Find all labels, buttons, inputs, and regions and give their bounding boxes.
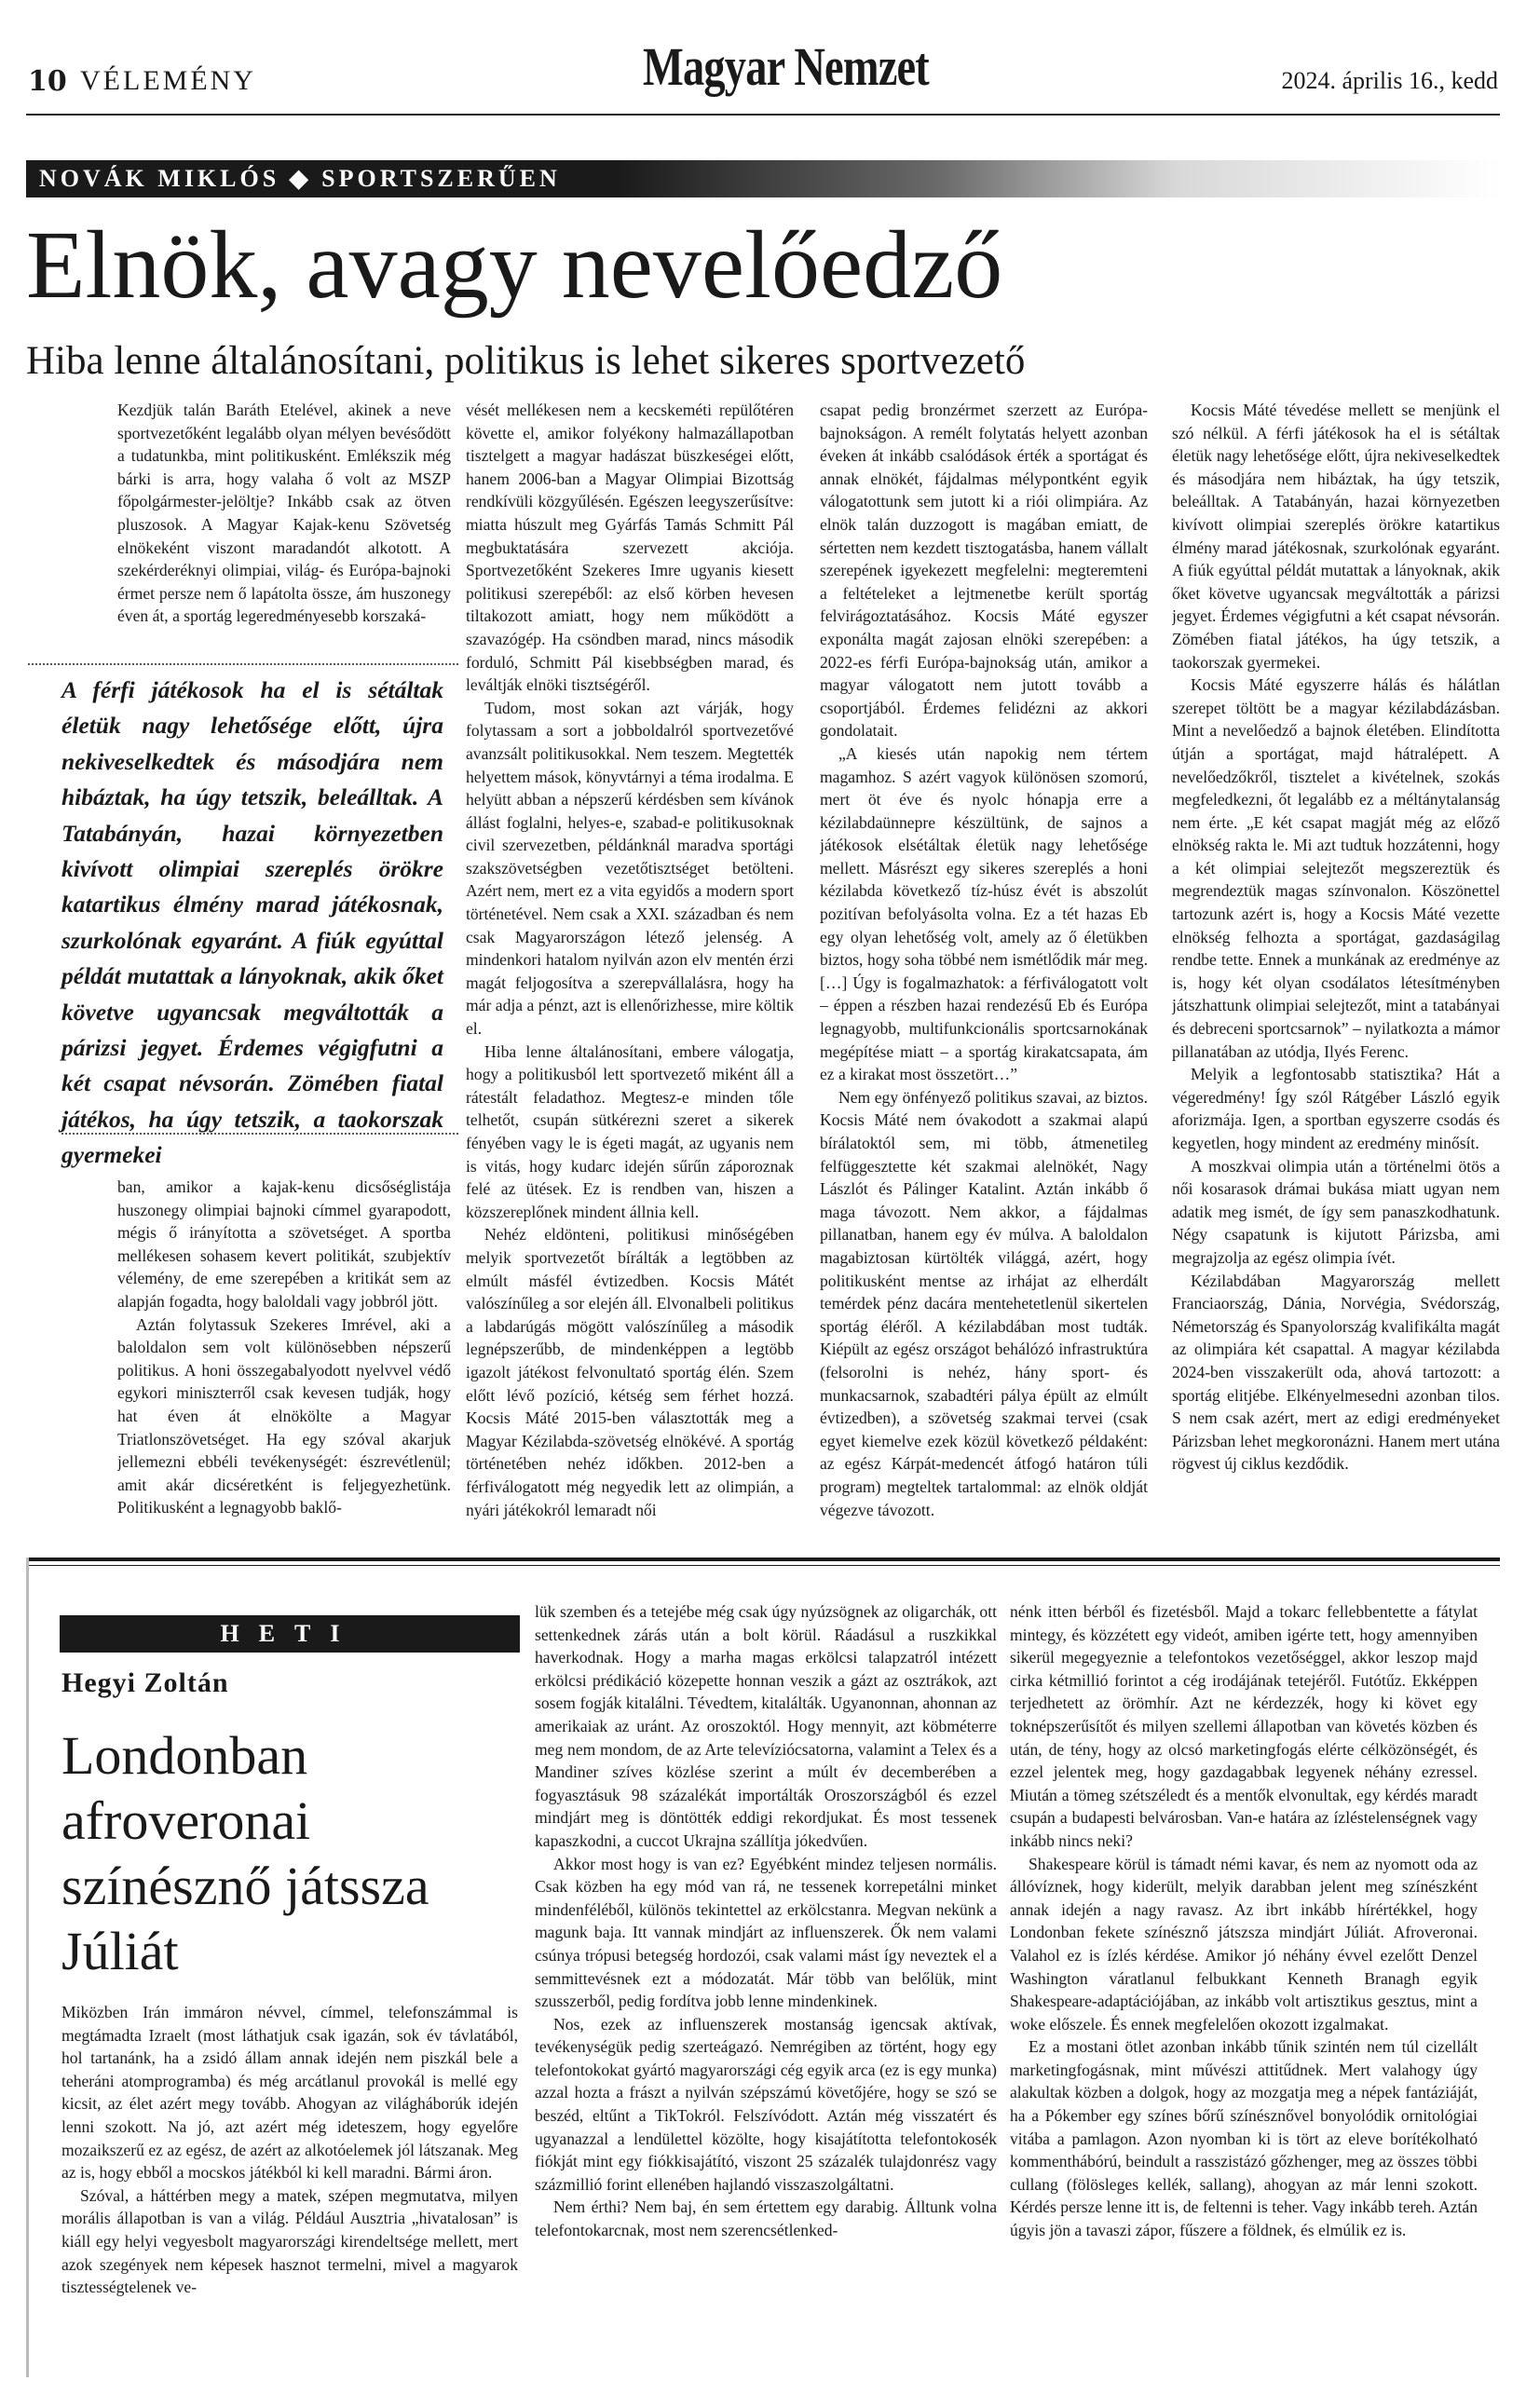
paragraph: nénk itten bérből és fizetésből. Majd a tokarc fellebbentette a fátylat mintegy, és közzétett egy videót, amiben igérte tett, hogy amennyiben sikerül megegyeznie a telefontokos vezetőséggel, akkor leszop majd cirka kétmillió forintot a cég irodájának tetejéről. Futótűz. Ekképpen terjedhetett az örömhír. Azt ne kérdezzék, hogy ki követ egy toknépszerűsítőt és milyen szellemi állapotban van követés közben és után, de tény, hogy az olcsó marketingfogás elérte célközönségét, és ezzel jelentek meg, hogy gazdagabbak legyenek néhány ezressel. Miután a tömeg szétszéledt és a mentők elvonultak, egy kérdés maradt csupán a budapesti belvárosban. Van-e határa az ízléstelenségnek vagy inkább nincs neki?: [1010, 1602, 1478, 1850]
feature-box-rule-thin: [26, 1565, 1500, 1566]
issue-date: 2024. április 16., kedd: [1281, 67, 1498, 94]
feature-box-rule: [26, 1558, 1500, 1561]
article-column-1-bottom: [117, 1176, 451, 1530]
paragraph: Nem egy önfényező politikus szavai, az biztos. Kocsis Máté nem óvakodott a szakmai alapú bírálatoktól sem, mi több, átmenetileg felfüggesztette két szakmai alelnökét, Nagy Lászlót és Pálinger Katalint. Aztán inkább ő maga távozott. Nem akkor, a fájdalmas pillanatban, hanem egy év múlva. A baloldalon magabiztosan kürtölték világgá, azért, hogy politikusként mentse az irhájat az elherdált temérdek pénz dacára mentehetetlenül sikertelen sportág éléről. A kézilabdában most tudták. Kiépült az egész országot behálózó infrastruktúra (felsorolni is nehéz, hány sport- és munkacsarnok, szabadtéri pálya épült az elmúlt évtizedben), a szövetség szakmai tervei (csak egyet kiemelve ezek közül következő példaként: az egész Kárpát-medencét átfogó határon túli program) megteltek tartalommal: az elnök oldját végezve távozott.: [820, 1087, 1148, 1519]
article-subheadline: Hiba lenne általánosítani, politikus is lehet sikeres sportvezető: [26, 339, 1026, 383]
column-label: HETI AGYRÉMEK: [139, 1620, 441, 1684]
paragraph: „A kiesés után napokig nem tértem magamhoz. S azért vagyok különösen szomorú, mert öt éve és nyolc hónapja erre a kézilabdaünnepre készültünk, de sajnos a játékosok elsétáltak életük nagy lehetősége mellett. Másrészt egy sikeres szereplés a honi kézilabda következő tíz-húsz évét is abszolút pozitívan befolyásolta volna. Ez a tét hazas Eb egy olyan lehetőség volt, amely az ő életükben biztos, hogy soha többé nem ismétlődik már meg. […] Úgy is fogalmazhatok: a férfiválogatott volt – éppen a részben hazai rendezésű Eb és Európa legnagyobb, multifunkcionális sportcsarnokának megépítése miatt – a sportág kirakatcsapata, ám ez a kirakat most összetört…”: [820, 743, 1148, 1084]
paragraph: lük szemben és a tetejébe még csak úgy nyúzsögnek az oligarchák, ott settenkednek zárás után a bolt körül. Ráadásul a ruszkikkal haverkodnak. Hogy a marha magas erkölcsi talapzatról intézett erkölcsi prédikáció közepette honnan veszik a gázt az osztrákok, azt sosem fogják kitalálni. Tévedtem, kitalálták. Ugyanonnan, ahonnan az amerikaiak az uránt. Az oroszoktól. Hogy mennyit, azt köbméterre meg nem mondom, de az Arte televíziócsatorna, valamint a Telex és a Mandiner szíves közlése szerint a múlt év decemberében a fogyasztásuk 98 százalékát importálták Oroszországból és ezzel mindjárt meg is döntötték eddigi rekordjukat. És most tessenek kapaszkodni, a cuccot Ukrajna szállítja jókedvűen.: [535, 1602, 997, 1850]
page-number: 10: [28, 65, 67, 98]
paragraph: Nos, ezek az influenszerek mostanság igencsak aktívak, tevékenységük pedig szerteágazó. Nemrégiben az történt, hogy egy telefontokokat gyártó magyarországi cég egyik arca (ez is egy munka) azzal hozta a frászt a nyilván szépszámú követőjére, hogy se szó se beszéd, eltűnt a TikTokról. Felszívódott. Aztán még visszatért és ugyanazzal a lendülettel közölte, hogy kisajátította telefontokosék fiókját mint egy fiókkisajátító, viszont 25 százalék tulajdonrész vagy százmillió forint ellenében hajlandó visszaszolgáltatni.: [535, 2014, 997, 2194]
feature-box-left-border: [26, 1558, 29, 2377]
paragraph: csapat pedig bronzérmet szerzett az Európa-bajnokságon. A remélt folytatás helyett azonban éveken át inkább csalódások érték a sportágat és annak elnökét, fájdalmas mélypontként egyik válogatottunk sem jutott ki a riói olimpiára. Az elnök talán duzzogott is magában emiatt, de sértetten nem kezdett tisztogatásba, hanem vállalt szerepének igyekezett megfelelni: megteremteni a feltételeket a lejtmenetbe került sportág felvirágoztatásához. Kocsis Máté egyszer exponálta magát zajosan elnöki szerepében: a 2022-es férfi Európa-bajnokság után, amikor a magyar válogatott nem jutott tovább a csoportjából. Érdemes felidézni az akkori gondolatait.: [820, 401, 1148, 741]
paragraph: A moszkvai olimpia után a történelmi ötös a női kosarasok drámai bukása miatt ugyan nem adatik meg ismét, de így sem panaszkodhatunk. Négy csapatunk is kijutott Párizsba, ami megrajzolja az egész olimpia ívét.: [1172, 1156, 1500, 1267]
pullquote-rule-top: [28, 663, 458, 665]
article-headline: Elnök, avagy nevelőedző: [26, 211, 1003, 319]
paragraph: Miközben Irán immáron névvel, címmel, telefonszámmal is megtámadta Izraelt (most láthatjuk csak igazán, sok év távlatából, hol tartanánk, ha a zsidó állam annak idején nem piszkál bele a teheráni atomprogramba) és még arcátlanul provokál is mellé egy kicsit, az élet azért megy tovább. Ahogyan az világháborúk idején lenni szokott. Na jó, azt azért még ideteszem, hogy egyelőre mozaikszerű ez az egész, de azért az alkotóelemek jól látszanak. Meg az is, hogy ebből a mocskos játékból ki kell maradni. Bármi áron.: [61, 2003, 518, 2183]
paragraph: Tudom, most sokan azt várják, hogy folytassam a sort a jobboldalról sportvezetővé avanzsált politikusokkal. Nem teszem. Megtették helyettem mások, könyvtárnyi a téma irodalma. E helyütt abban a népszerű kérdésben sem kívánok állást foglalni, helyes-e, szabad-e politikusoknak civil szervezetben, példánknál maradva sportági szakszövetségben vezetőtisztséget betölteni. Azért nem, mert ez a vita egyidős a modern sport történetével. Nem csak a XXI. században és nem csak Magyarországon létező jelenség. A mindenkori hatalom nyilván azon elv mentén érzi magát feljogosítva a szerepvállalásra, hogy ha már adja a pénzt, azt is ellenőrizhesse, mire költik el.: [466, 698, 794, 1039]
paragraph: Hiba lenne általánosítani, embere válogatja, hogy a politikusból lett sportvezető miként áll a rátestált feladathoz. Megtesz-e minden tőle telhetőt, csupán sütkérezni szeret a sikerek fényében vagy le is égeti magát, az ugyanis nem is vitás, hogy kudarc idején sűrűn záporoznak felé az ütések. Ez is rendben van, hiszen a közszereplőnek mindent állnia kell.: [466, 1041, 794, 1221]
article-column-2: [466, 399, 794, 1530]
feature-column-2: [535, 1600, 997, 2383]
paragraph: Aztán folytassuk Szekeres Imrével, aki a baloldalon sem volt különösebben népszerű politikus. A honi összegabalyodott nyelvvel védő egykori miniszterről csak kevesen tudják, hogy hat éven át elnökölte a Magyar Triatlonszövetséget. Ha egy szóval akarjuk jellemezni ebbéli tevékenységét: észrevétlenül; amit akár dicséretként is feljegyezhetünk. Politikusként a legnagyobb baklő-: [117, 1314, 451, 1517]
feature-column-3: [1010, 1600, 1478, 2383]
paragraph: Akkor most hogy is van ez? Egyébként mindez teljesen normális. Csak közben ha egy mód van rá, ne tessenek korrepetálni minket mindenféléből, különös tekintettel az erkölcstanra. Megvan nekünk a magunk baja. Itt vannak mindjárt az influenszerek. Ők nem valami csúnya trópusi betegség hordozói, csak valami mást így neveztek el a semmittevésnek ezt a módozatát. Már több van belőlük, mint szusszerből, pedig fordítva jobb lenne mindenkinek.: [535, 1854, 997, 2011]
paragraph: Kocsis Máté egyszerre hálás és hálátlan szerepet töltött be a magyar kézilabdázásban. Mint a nevelőedző a bajnok életében. Elindította útján a sportágat, majd hátralépett. A nevelőedzőkről, tisztelet a kivételnek, szokás megfeledkezni, őt legalább ez a méltánytalanság nem érte. „E két csapat magját még az előző elnökség rakta le. Mi azt tudtuk hozzátenni, hogy a két olimpiai selejtezőt megszereztük és megrendeztük magas színvonalon. Köszönettel tartozunk azért is, hogy a Kocsis Máté vezette elnökség felhozta a sportágat, gazdaságilag rendbe tette. Ennek a munkának az eredménye az is, hogy két olyan csodálatos létesítményben játszhattunk olimpiai selejtezőt, mint a tatabányai és debreceni sportcsarnok” – nyilatkozta a mámor pillanatában az utódja, Ilyés Ferenc.: [1172, 675, 1500, 1061]
pull-quote: A férfi játékosok ha el is sétáltak életük nagy lehetősége előtt, újra nekiveselkedtek és másodjára nem hibáztak, ha úgy tetszik, beleálltak. A Tatabányán, hazai környezetben kivívott olimpiai szereplés örökre katartikus élmény marad játékosnak, szurkolónak egyaránt. A fiúk egyúttal példát mutattak a lányoknak, akik őket követve ugyancsak megváltották a párizsi jegyet. Érdemes végigfutni a két csapat névsorán. Zömében fiatal játékos, ha úgy tetszik, a taokorszak gyermekei: [61, 676, 443, 1169]
paragraph: vését mellékesen nem a kecskeméti repülőtéren követte el, amikor folyékony halmazállapotban tisztelgett a magyar hadászat büszkeségei előtt, hanem 2006-ban a Magyar Olimpiai Bizottság rendkívüli közgyűlésén. Egészen leegyszerűsítve: miatta húszult meg Gyárfás Tamás Schmitt Pál megbuktatására szervezett akciója. Sportvezetőként Szekeres Imre ugyanis kiesett politikusi szerepéből: az első körben hevesen tiltakozott amiatt, hogy nem működött a szavazógép. Ha csöndben marad, nincs második forduló, Schmitt Pál kisebbségben marad, és leváltják elnöki tisztségéről.: [466, 401, 794, 695]
feature-column-1: [61, 2001, 518, 2383]
pullquote-rule-bottom: [61, 1133, 458, 1135]
paragraph: Ez a mostani ötlet azonban inkább tűnik szintén nem túl cizellált marketingfogásnak, mint művészi attitűdnek. Mert valahogy úgy alakultak közben a dolgok, hogy az mozgatja meg a népek fantáziáját, ha a Pókember egy színes bőrű színésznővel bonyolódik ornitológiai vitába a pamlagon. Azon nyomban ki is tört az eleve borítékolható kommenthábórú, beindult a rasszistázó gőzhenger, meg az összes többi cullang (fölösleges kellék, sallang), ahogyan az már lenni szokott. Kérdés persze lenne itt is, de feltenni is teher. Vagy inkább tereh. Aztán úgyis jön a tavaszi zápor, fűszere a földnek, és elmúlik ez is.: [1010, 2037, 1478, 2240]
article-column-1-top: [117, 399, 451, 646]
header-rule: [26, 114, 1500, 116]
section-name: VÉLEMÉNY: [80, 65, 256, 96]
feature-headline: Londonban afroveronai színésznő játssza Júliát: [61, 1725, 429, 1981]
paragraph: ban, amikor a kajak-kenu dicsőséglistája huszonegy olimpiai bajnoki címmel gyarapodott, mégis ő irányította a szövetséget. A sportba mellékesen sohasem kevert politikát, szubjektív vélemény, de eme szerepében a kritikát sem az alapján fogadta, hogy baloldali vagy jobbról jött.: [117, 1177, 451, 1311]
paragraph: Shakespeare körül is támadt némi kavar, és nem az nyomott oda az állóvíznek, hogy kiderült, melyik darabban jelent meg színészként annak idején a nagy ravasz. Az ibrt inkább hírértékkel, hogy Londonban fekete színésznő játszsza mindjárt Júliát. Afroveronai. Valahol ez is ízlés kérdése. Amikor jó néhány évvel ezelőtt Denzel Washington váratlanul felbukkant Kenneth Branagh egyik Shakespeare-adaptációjában, az inkább volt artisztikus gesztus, mint a woke előszele. És ennek megfelelően okozott izgalmakat.: [1010, 1854, 1478, 2034]
paragraph: Nem érthi? Nem baj, én sem értettem egy darabig. Álltunk volna telefontokarcnak, most nem szerencsétlenked-: [535, 2197, 997, 2240]
paragraph: Melyik a legfontosabb statisztika? Hát a végeredmény! Így szól Rátgéber László egyik aforizmája. Igen, a sportban egyszerre csodás és kegyetlen, hogy mindent az eredmény minősít.: [1172, 1065, 1500, 1152]
paragraph: Nehéz eldönteni, politikusi minőségében melyik sportvezetőt bírálták a legtöbben az elmúlt másfél évtizedben. Kocsis Mátét valószínűleg a sor elején áll. Elvonalbeli politikus a labdarúgás mögött valószínűleg a második legnépszerűbb, de mindenképpen a legtöbb igazolt játékost felvonultató sportág élén. Szem előtt lévő pozíció, kétség sem férhet hozzá. Kocsis Máté 2015-ben választották meg a Magyar Kézilabda-szövetség elnökévé. A sportág történetében nehéz időkben. 2012-ben a férfiválogatott még negyedik lett az olimpián, a nyári játékokról lemaradt női: [466, 1225, 794, 1519]
masthead-logo: Magyar Nemzet: [643, 36, 929, 97]
paragraph: Kézilabdában Magyarország mellett Franciaország, Dánia, Norvégia, Svédország, Németország és Spanyolország kvalifikálta magát az olimpiára két csapattal. A magyar kézilabda 2024-ben visszakerült oda, ahová tartozott: a sportág elitjébe. Elkényelmesedni azonban tilos. S nem csak azért, mert az edigi eredményeket Párizsban lehet megkoronázni. Hanem mert utána rögvest új ciklus kezdődik.: [1172, 1271, 1500, 1474]
paragraph: Szóval, a háttérben megy a matek, szépen megmutatva, milyen morális állapotban is van a világ. Például Ausztria „hivatalosan” is kiáll egy helyi vegyesbolt magyarországi kirendeltsége mellett, mert azok szegények nem képesek hasznot termelni, mivel a magyarok tisztességtelenek ve-: [61, 2185, 518, 2297]
paragraph: Kezdjük talán Baráth Etelével, akinek a neve sportvezetőként legalább olyan mélyen bevésődött a tudatunkba, mint politikusként. Emlékszik még bárki is arra, hogy valaha ő volt az MSZP főpolgármester-jelöltje? Inkább csak az ötven pluszosok. A Magyar Kajak-kenu Szövetség elnökeként viszont maradandót alkotott. A szekérderéknyi olimpiai, világ- és Európa-bajnoki érmet persze nem ő lapátolta össze, ám huszonegy éven át, a sportág legeredményesebb korszaká-: [117, 401, 451, 626]
article-column-4: [1172, 399, 1500, 1530]
article-column-3: [820, 399, 1148, 1530]
author-byline: Hegyi Zoltán: [61, 1667, 229, 1698]
paragraph: Kocsis Máté tévedése mellett se menjünk el szó nélkül. A férfi játékosok ha el is sétáltak életük nagy lehetősége előtt, újra nekiveselkedtek és másodjára nem hibáztak, ha úgy tetszik, beleálltak. A Tatabányán, hazai környezetben kivívott olimpiai szereplés örökre katartikus élmény marad játékosnak, szurkolónak egyaránt. A fiúk egyúttal példát mutattak a lányoknak, akik őket követve ugyancsak megváltották a párizsi jegyet. Érdemes végigfutni a két csapat névsorán. Zömében fiatal játékos, ha úgy tetszik, a taokorszak gyermekei.: [1172, 401, 1500, 672]
column-kicker: NOVÁK MIKLÓS ◆ SPORTSZERŰEN: [39, 165, 561, 192]
